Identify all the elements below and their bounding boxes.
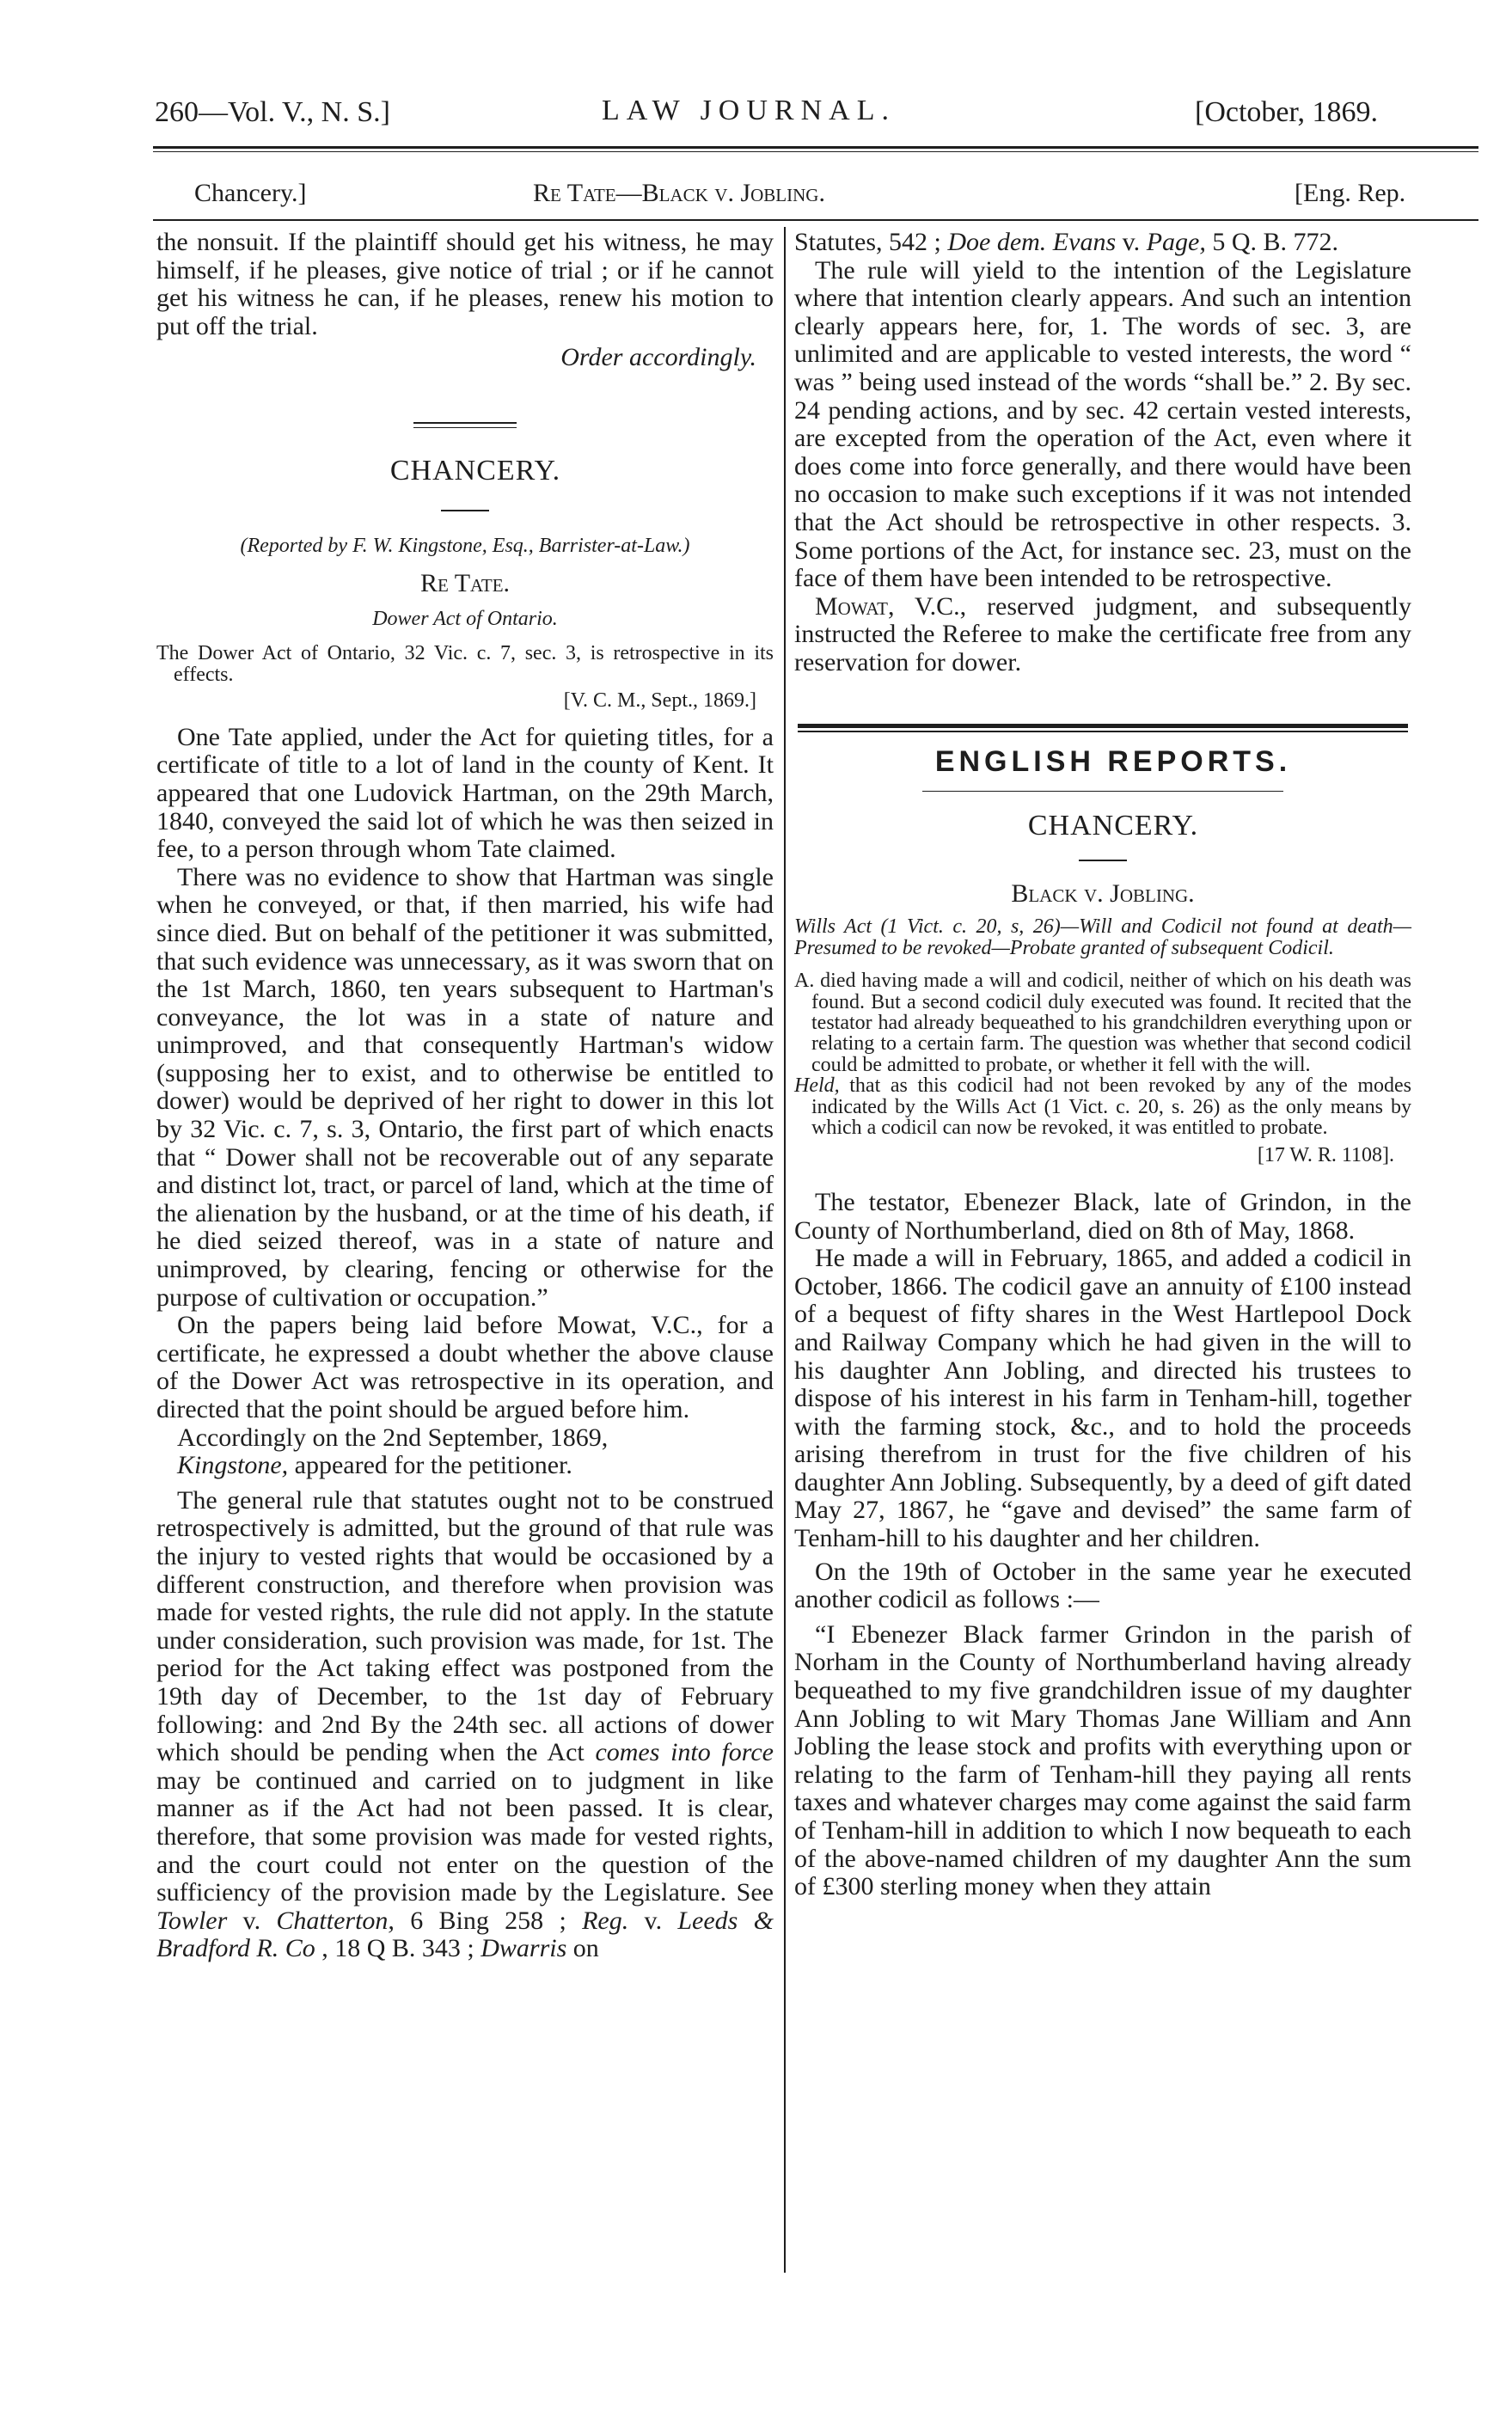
running-head-rule — [153, 219, 1478, 221]
paragraph-mowat-judgment — [794, 593, 1411, 677]
case-name-black-jobling: Black v. Jobling. — [1011, 878, 1195, 908]
header-rule-thin — [153, 151, 1478, 152]
english-reports-underline — [922, 791, 1283, 792]
case-subject: Dower Act of Ontario. — [372, 607, 558, 630]
counsel-appearance: appeared for the petitioner. — [288, 1451, 572, 1480]
paragraph-counsel — [156, 1452, 774, 1480]
paragraph-another-codicil: On the 19th of October in the same year he executed another codicil as follows :— — [794, 1557, 1411, 1614]
judgment-text: , reserved judgment, and subsequently instructed the Referee to make the certificate free from any reservation for dower. — [794, 591, 1412, 676]
section-double-rule — [413, 422, 517, 424]
case-ref-qb: , 18 Q B. 343 ; — [315, 1934, 481, 1963]
case-citation: [V. C. M., Sept., 1869.] — [563, 689, 756, 713]
paragraph-will-codicil: He made a will in February, 1865, and added a codicil in October, 1866. The codicil gave an annuity of £100 instead of a bequest of fifty shares in the West Hartlepool Dock and Railway Company which he had given in the will to his daughter Ann Jobling, and directed his trustees to dispose of his interest in his farm in Tenham-hill, together with the farming stock, &c., and to hold the proceeds arising therefrom in trust for the five children of his daughter Ann Jobling. Subsequently, by a deed of gift dated May 27, 1867, he “gave and devised” the same farm of Tenham-hill to his daughter and her children. — [794, 1244, 1411, 1553]
page-reference: 260—Vol. V., N. S.] — [155, 96, 390, 128]
case-ref-bing: 6 Bing 258 ; — [394, 1906, 583, 1935]
held-text: that as this codicil had not been revoked by any of the modes indicated by the Wills Act (1 Vict. c. 20, s. 26) as the only means by which a codicil can now be revoked, it was entitled to probate. — [811, 1074, 1411, 1139]
reporter-line: (Reported by F. W. Kingstone, Esq., Barrister-at-Law.) — [240, 534, 690, 557]
statutes-ref: Statutes, 542 ; — [794, 228, 948, 256]
case-ref-leeds: Leeds & Bradford R. Co — [156, 1906, 774, 1963]
wills-act-subject: Wills Act (1 Vict. c. 20, s, 26)—Will and Codicil not found at death—Presumed to be revoked—Probate granted of subsequent Codicil. — [794, 915, 1411, 959]
paragraph-accordingly: Accordingly on the 2nd September, 1869, — [177, 1423, 609, 1452]
case-ref-v2: v. — [628, 1906, 678, 1935]
chancery-short-rule — [441, 510, 489, 511]
column-divider — [784, 227, 786, 2273]
case-ref-qb2: 5 Q. B. 772. — [1205, 228, 1339, 256]
case-citation-2: [17 W. R. 1108]. — [1257, 1144, 1394, 1167]
held-word: Held, — [794, 1074, 840, 1098]
headnote: The Dower Act of Ontario, 32 Vic. c. 7, sec. 3, is retrospective in its effects. — [156, 642, 774, 686]
running-section-right: [Eng. Rep. — [1295, 179, 1406, 207]
case-ref-reg: Reg. — [582, 1906, 629, 1935]
journal-title: LAW JOURNAL. — [602, 95, 896, 126]
headnote-a: A. died having made a will and codicil, neither of which on his death was found. But a second codicil duly executed was found. It recited that the testator had already bequeathed to his grandchildren everything upon or relating to a certain farm. The question was whether that second codicil could be admitted to probate, or whether it fell with the will. — [794, 970, 1411, 1076]
english-reports-rule-thin — [798, 731, 1408, 732]
nonsuit-paragraph: the nonsuit. If the plaintiff should get his witness, he may himself, if he pleases, give notice of trial ; or if he cannot get his witness he can, if he pleases, renew his motion to put off the trial. — [156, 228, 774, 340]
chancery-heading: CHANCERY. — [389, 454, 561, 487]
judge-name: Mowat, V.C. — [815, 591, 960, 621]
case-ref-doe: Doe dem. Evans — [947, 228, 1117, 256]
rule-text-b: may be continued and carried on to judgment in like manner as if the Act had not been passed. It is clear, therefore, that some provision was made for vested rights, and the court could not enter on the question of the sufficiency of the provision made by the Legislature. See — [156, 1766, 774, 1907]
english-reports-heading: ENGLISH REPORTS. — [934, 744, 1292, 778]
paragraph-no-evidence: There was no evidence to show that Hartman was single when he conveyed, or that, if then married, his wife had since died. But on behalf of the petitioner it was submitted, that such evidence was unnecessary, as it was sworn that on the 1st March, 1860, ten years subsequent to Hartman's conveyance, the lot was in a state of nature and unimproved, and that consequently Hartman's widow (supposing her to exist, and to otherwise be entitled to dower) would be deprived of her right to dower in this lot by 32 Vic. c. 7, s. 3, Ontario, the first part of which enacts that “ Dower shall not be recoverable out of any separate and distinct lot, tract, or parcel of land, which at the time of the alienation by the husband, or at the time of his death, if he died seized thereof, was in a state of nature and unimproved, by clearing, fencing or otherwise for the purpose of cultivation or occupation.” — [156, 862, 774, 1312]
header-rule-thick — [153, 146, 1478, 149]
right-column — [794, 229, 1411, 1901]
case-ref-chatterton: Chatterton, — [276, 1906, 395, 1935]
rule-italic-phrase: comes into force — [595, 1738, 774, 1767]
case-ref-v3: v. — [1116, 228, 1147, 256]
case-ref-v1: v. — [227, 1906, 277, 1935]
case-name-re-tate: Re Tate. — [419, 569, 511, 598]
case-ref-page: Page, — [1146, 228, 1206, 256]
paragraph-testator: The testator, Ebenezer Black, late of Grindon, in the County of Northumberland, died on 8th of May, 1868. — [794, 1187, 1411, 1245]
rule-text-a: The general rule that statutes ought not to be construed retrospectively is admitted, but the ground of that rule was the injury to vested rights that would be occasioned by a different construction, and therefore when provision was made for vested rights, the rule did not apply. In the statute under consideration, such provision was made, for 1st. The period for the Act taking effect was postponed from the 19th day of December, to the 1st day of February following: and 2nd By the 24th sec. all actions of dower which should be pending when the Act — [156, 1485, 774, 1767]
case-ref-on: on — [566, 1934, 599, 1963]
chancery-heading-2: CHANCERY. — [1027, 810, 1199, 842]
paragraph-codicil-text: “I Ebenezer Black farmer Grindon in the parish of Norham in the County of Northumberland having already bequeathed to my five grandchildren issue of my daughter Ann Jobling to wit Mary Thomas Jane William and Ann Jobling the lease stock and profits with everything upon or relating to the farm of Tenham-hill they paying all rents taxes and whatever charges may come against the said farm of Tenham-hill in addition to which I now bequeath to each of the above-named children of my daughter Ann the sum of £300 sterling money when they attain — [794, 1619, 1411, 1901]
case-ref-towler: Towler — [156, 1906, 228, 1935]
headnote-held — [794, 1075, 1411, 1138]
counsel-name: Kingstone, — [177, 1451, 289, 1480]
chancery-short-rule-2 — [1079, 860, 1127, 861]
left-column — [156, 229, 774, 1963]
paragraph-general-rule — [156, 1487, 774, 1963]
order-line: Order accordingly. — [560, 343, 756, 372]
issue-date: [October, 1869. — [1195, 96, 1378, 128]
section-double-rule-b — [413, 427, 517, 428]
paragraph-tate-application: One Tate applied, under the Act for quieting titles, for a certificate of title to a lot of land in the county of Kent. It appeared that one Ludovick Hartman, on the 29th March, 1840, conveyed the said lot of which he was then seized in fee, to a person through whom Tate claimed. — [156, 722, 774, 864]
running-case-title: Re Tate—Black v. Jobling. — [533, 179, 825, 207]
paragraph-legislature-intention: The rule will yield to the intention of the Legislature where that intention clearly appears. And such an intention clearly appears here, for, 1. The words of sec. 3, are unlimited and are applicable to vested interests, the word “ was ” being used instead of the words “shall be.” 2. By sec. 24 pending actions, and by sec. 42 certain vested interests, are excepted from the operation of the Act, even where it does come into force generally, and there would have been no occasion to make such exceptions if it was not intended that the Act should be retrospective in other respects. 3. Some portions of the Act, for instance sec. 23, must on the face of them have been intended to be retrospective. — [794, 255, 1411, 593]
running-section-left: Chancery.] — [194, 179, 307, 207]
case-ref-dwarris: Dwarris — [481, 1934, 567, 1963]
english-reports-rule-thick — [798, 724, 1408, 728]
statutes-continuation — [794, 229, 1411, 257]
paragraph-mowat-doubt: On the papers being laid before Mowat, V.C., for a certificate, he expressed a doubt whether the above clause of the Dower Act was retrospective in its operation, and directed that the point should be argued before him. — [156, 1311, 774, 1423]
